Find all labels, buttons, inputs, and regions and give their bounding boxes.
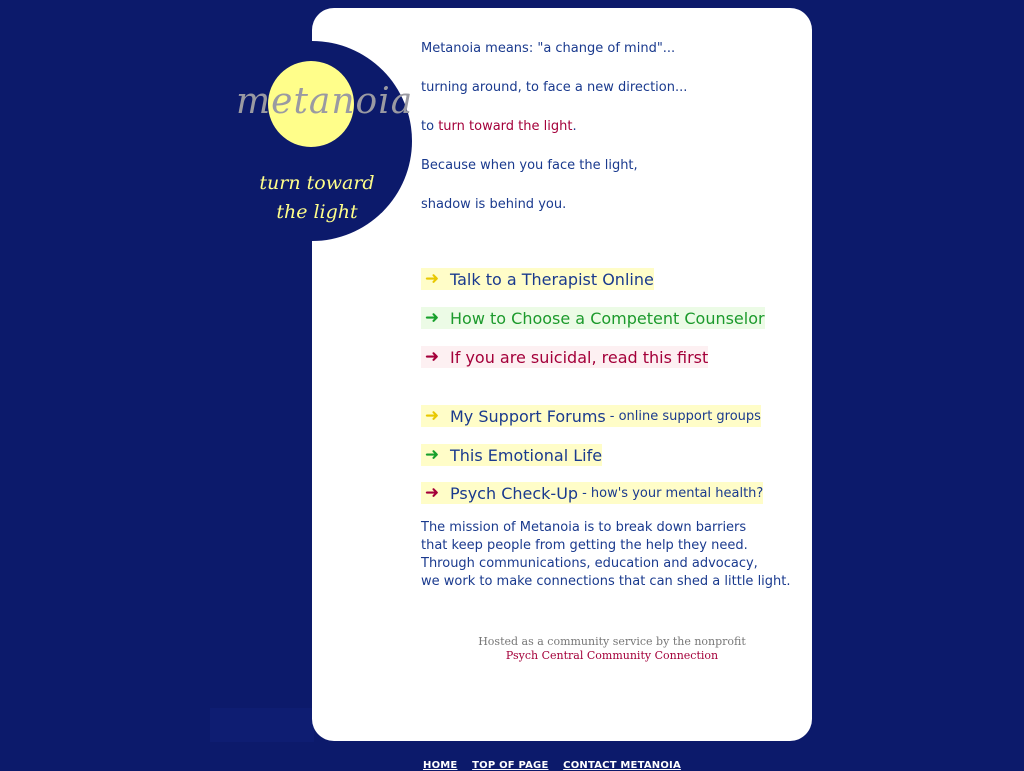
forums-link-sub: - online support groups [609, 408, 761, 424]
intro-line-4: Because when you face the light, [421, 158, 638, 173]
link-row-counselor[interactable] [421, 307, 765, 329]
intro-line-3-suffix: . [572, 119, 577, 134]
link-row-forums[interactable] [421, 405, 761, 427]
mission-line-2: that keep people from getting the help they need. [421, 538, 748, 553]
forums-link-label: My Support Forums [450, 406, 606, 426]
checkup-link-sub: - how's your mental health? [582, 485, 764, 501]
psych-central-link[interactable]: Psych Central Community Connection [505, 649, 719, 662]
hosted-notice [462, 635, 762, 663]
arrow-right-icon: ➜ [424, 347, 440, 367]
footer-home-link[interactable]: HOME [423, 760, 458, 771]
counselor-link-label: How to Choose a Competent Counselor [450, 308, 765, 328]
logo-word: metanoia [236, 81, 414, 122]
footer-nav [423, 760, 823, 771]
panel-shadow [210, 708, 314, 742]
checkup-link-label: Psych Check-Up [450, 483, 579, 503]
intro-line-3-prefix: to [421, 119, 439, 134]
mission-line-3: Through communications, education and advocacy, [421, 556, 758, 571]
link-row-therapist[interactable] [421, 268, 654, 290]
intro-line-2: turning around, to face a new direction... [421, 80, 688, 95]
footer-contact-link[interactable]: CONTACT METANOIA [563, 760, 681, 771]
intro-line-1: Metanoia means: "a change of mind"... [421, 41, 676, 56]
arrow-right-icon: ➜ [424, 406, 440, 426]
link-row-emotional[interactable] [421, 444, 602, 466]
arrow-right-icon: ➜ [424, 483, 440, 503]
therapist-link[interactable] [421, 268, 654, 290]
mission-statement [421, 519, 791, 591]
checkup-link[interactable] [421, 482, 763, 504]
emotional-life-link[interactable] [421, 444, 602, 466]
hosted-text: Hosted as a community service by the nonprofit [478, 635, 746, 648]
suicidal-link[interactable] [421, 346, 708, 368]
mission-line-1: The mission of Metanoia is to break down barriers [421, 520, 747, 535]
link-row-checkup[interactable] [421, 482, 763, 504]
intro-line-3 [421, 118, 781, 135]
arrow-right-icon: ➜ [424, 308, 440, 328]
mission-line-4: we work to make connections that can shed a little light. [421, 574, 791, 589]
forums-link[interactable] [421, 405, 761, 427]
suicidal-link-label: If you are suicidal, read this first [450, 347, 709, 367]
footer-top-link[interactable]: TOP OF PAGE [472, 760, 549, 771]
intro-line-5: shadow is behind you. [421, 197, 567, 212]
arrow-right-icon: ➜ [424, 445, 440, 465]
turn-toward-light-link[interactable]: turn toward the light [438, 119, 573, 134]
arrow-right-icon: ➜ [424, 269, 440, 289]
intro-text [421, 40, 781, 235]
therapist-link-label: Talk to a Therapist Online [450, 269, 654, 289]
emotional-life-link-label: This Emotional Life [450, 445, 603, 465]
tagline-line-2: the light [276, 201, 358, 223]
link-row-suicidal[interactable] [421, 346, 708, 368]
tagline-line-1: turn toward [259, 172, 375, 194]
counselor-link[interactable] [421, 307, 765, 329]
logo-tagline [252, 169, 382, 227]
